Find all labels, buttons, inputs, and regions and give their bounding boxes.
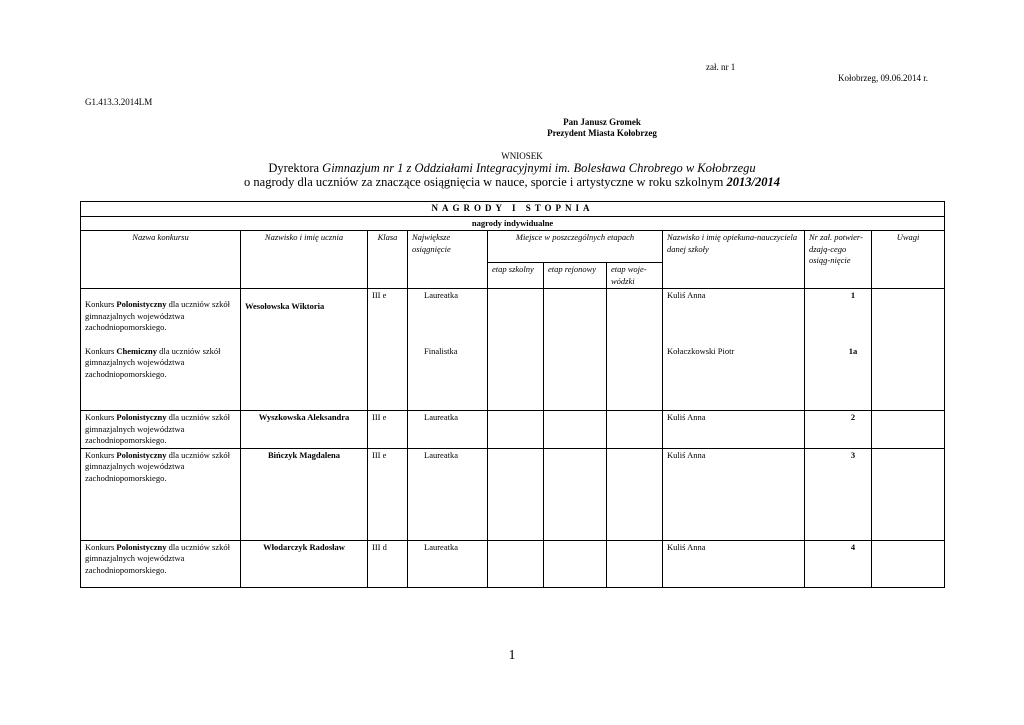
recipient-title: Prezydent Miasta Kołobrzeg <box>547 128 657 138</box>
title-line-1-plain: Dyrektora <box>268 161 323 175</box>
achievement-cell: Laureatka <box>408 448 488 540</box>
table-row <box>81 411 945 449</box>
table-banner: NAGRODY I STOPNIA <box>81 202 945 217</box>
col-header-achievement: Największe osiągnięcie <box>408 231 488 289</box>
contest-cell: Konkurs Polonistyczny dla uczniów szkół gimnazjalnych województwa zachodniopomorskiego. Konkurs Chemiczny dla uczniów szkół gimnazjalnych województwa zachodniopomorskiego. <box>81 289 241 411</box>
table-row <box>81 289 945 411</box>
table-subbanner: nagrody indywidualne <box>81 216 945 231</box>
contest-cell: Konkurs Polonistyczny dla uczniów szkół gimnazjalnych województwa zachodniopomorskiego. <box>81 540 241 587</box>
teacher-cell: Kuliś Anna <box>663 411 805 449</box>
col-header-stage-school: etap szkolny <box>488 263 544 289</box>
col-header-student: Nazwisko i imię ucznia <box>241 231 368 289</box>
teacher-cell: Kuliś Anna <box>663 540 805 587</box>
title-line-2 <box>0 175 1024 190</box>
student-cell: Bińczyk Magdalena <box>241 448 368 540</box>
attachment-no-cell: 2 <box>805 411 872 449</box>
teacher-cell: Kuliś Anna <box>663 448 805 540</box>
attachment-label: zał. nr 1 <box>706 62 736 72</box>
col-header-notes: Uwagi <box>872 231 945 289</box>
school-name: Gimnazjum nr 1 z Oddziałami Integracyjnymi im. Bolesława Chrobrego w Kołobrzegu <box>322 161 756 175</box>
attachment-no-cell: 1 1a <box>805 289 872 411</box>
col-header-class: Klasa <box>368 231 408 289</box>
col-header-place: Miejsce w poszczególnych etapach <box>488 231 663 263</box>
col-header-attachment-no: Nr zał. potwier-dzają-cego osiąg-nięcie <box>805 231 872 289</box>
recipient-name: Pan Janusz Gromek <box>563 117 641 127</box>
student-cell: Włodarczyk Radosław <box>241 540 368 587</box>
achievement-cell: Laureatka Finalistka <box>408 289 488 411</box>
attachment-no-cell: 3 <box>805 448 872 540</box>
achievement-cell: Laureatka <box>408 540 488 587</box>
contest-cell: Konkurs Polonistyczny dla uczniów szkół gimnazjalnych województwa zachodniopomorskiego. <box>81 448 241 540</box>
col-header-teacher: Nazwisko i imię opiekuna-nauczyciela danej szkoły <box>663 231 805 289</box>
class-cell: III e <box>368 289 408 411</box>
title-line-1 <box>0 161 1024 176</box>
reference-number: G1.413.3.2014LM <box>85 97 153 107</box>
student-cell: Wesołowska Wiktoria <box>241 289 368 411</box>
table-row <box>81 540 945 587</box>
school-year: 2013/2014 <box>726 175 780 189</box>
title-line-2-plain: o nagrody dla uczniów za znaczące osiągnięcia w nauce, sporcie i artystyczne w roku szkolnym <box>244 175 727 189</box>
awards-table <box>80 201 945 588</box>
place-date: Kołobrzeg, 09.06.2014 r. <box>838 73 928 83</box>
table-row <box>81 448 945 540</box>
col-header-stage-voivodeship: etap woje-wódzki <box>607 263 663 289</box>
col-header-stage-region: etap rejonowy <box>544 263 607 289</box>
class-cell: III e <box>368 448 408 540</box>
attachment-no-cell: 4 <box>805 540 872 587</box>
page-number: 1 <box>508 648 516 663</box>
document-kind: WNIOSEK <box>501 151 543 161</box>
achievement-cell: Laureatka <box>408 411 488 449</box>
teacher-cell: Kuliś Anna Kołaczkowski Piotr <box>663 289 805 411</box>
contest-cell: Konkurs Polonistyczny dla uczniów szkół gimnazjalnych województwa zachodniopomorskiego. <box>81 411 241 449</box>
student-cell: Wyszkowska Aleksandra <box>241 411 368 449</box>
class-cell: III d <box>368 540 408 587</box>
class-cell: III e <box>368 411 408 449</box>
col-header-contest: Nazwa konkursu <box>81 231 241 289</box>
